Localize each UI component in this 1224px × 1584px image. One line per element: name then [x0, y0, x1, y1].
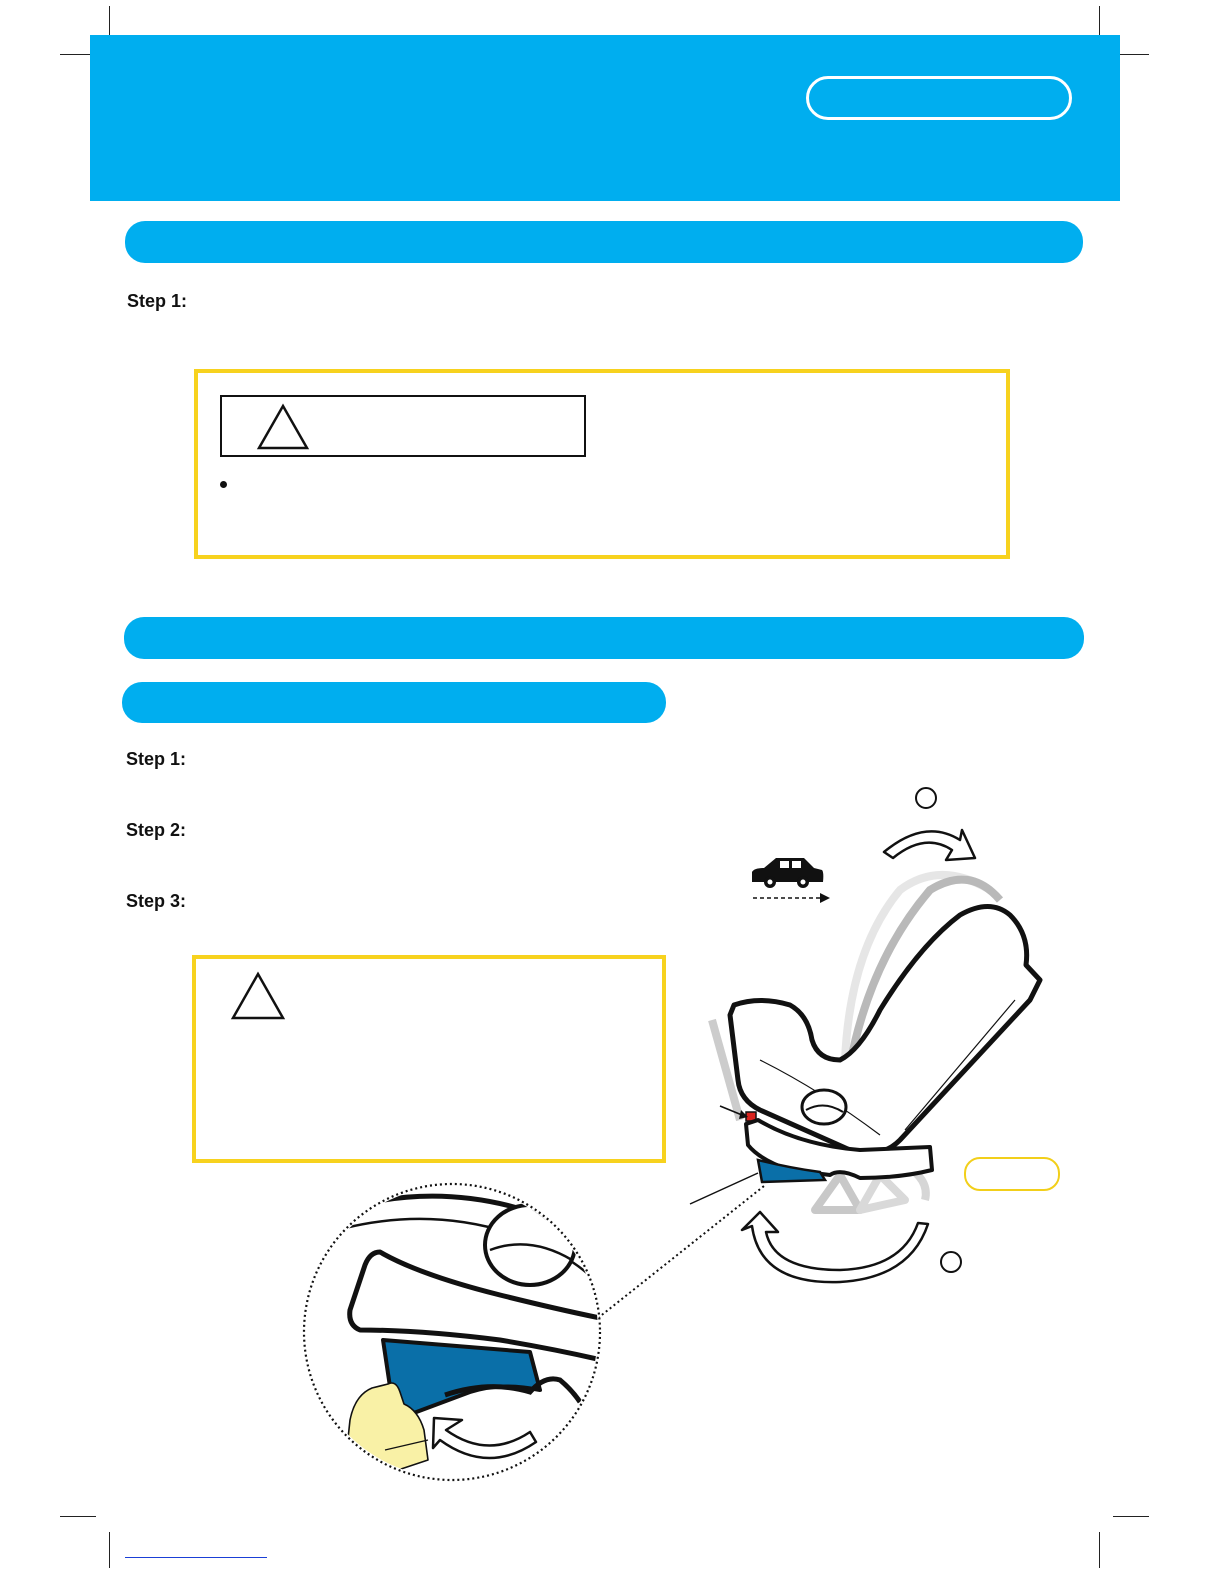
- step-marker-circle: [941, 1252, 961, 1272]
- step-1-label: Step 1:: [126, 749, 187, 769]
- rotate-arrow-icon: [884, 830, 975, 860]
- step-1-label: Step 1:: [127, 291, 188, 311]
- car-icon: [752, 858, 823, 888]
- step-2-label: Step 2:: [126, 820, 187, 840]
- step-3-label: Step 3:: [126, 891, 187, 911]
- step-marker-circle: [916, 788, 936, 808]
